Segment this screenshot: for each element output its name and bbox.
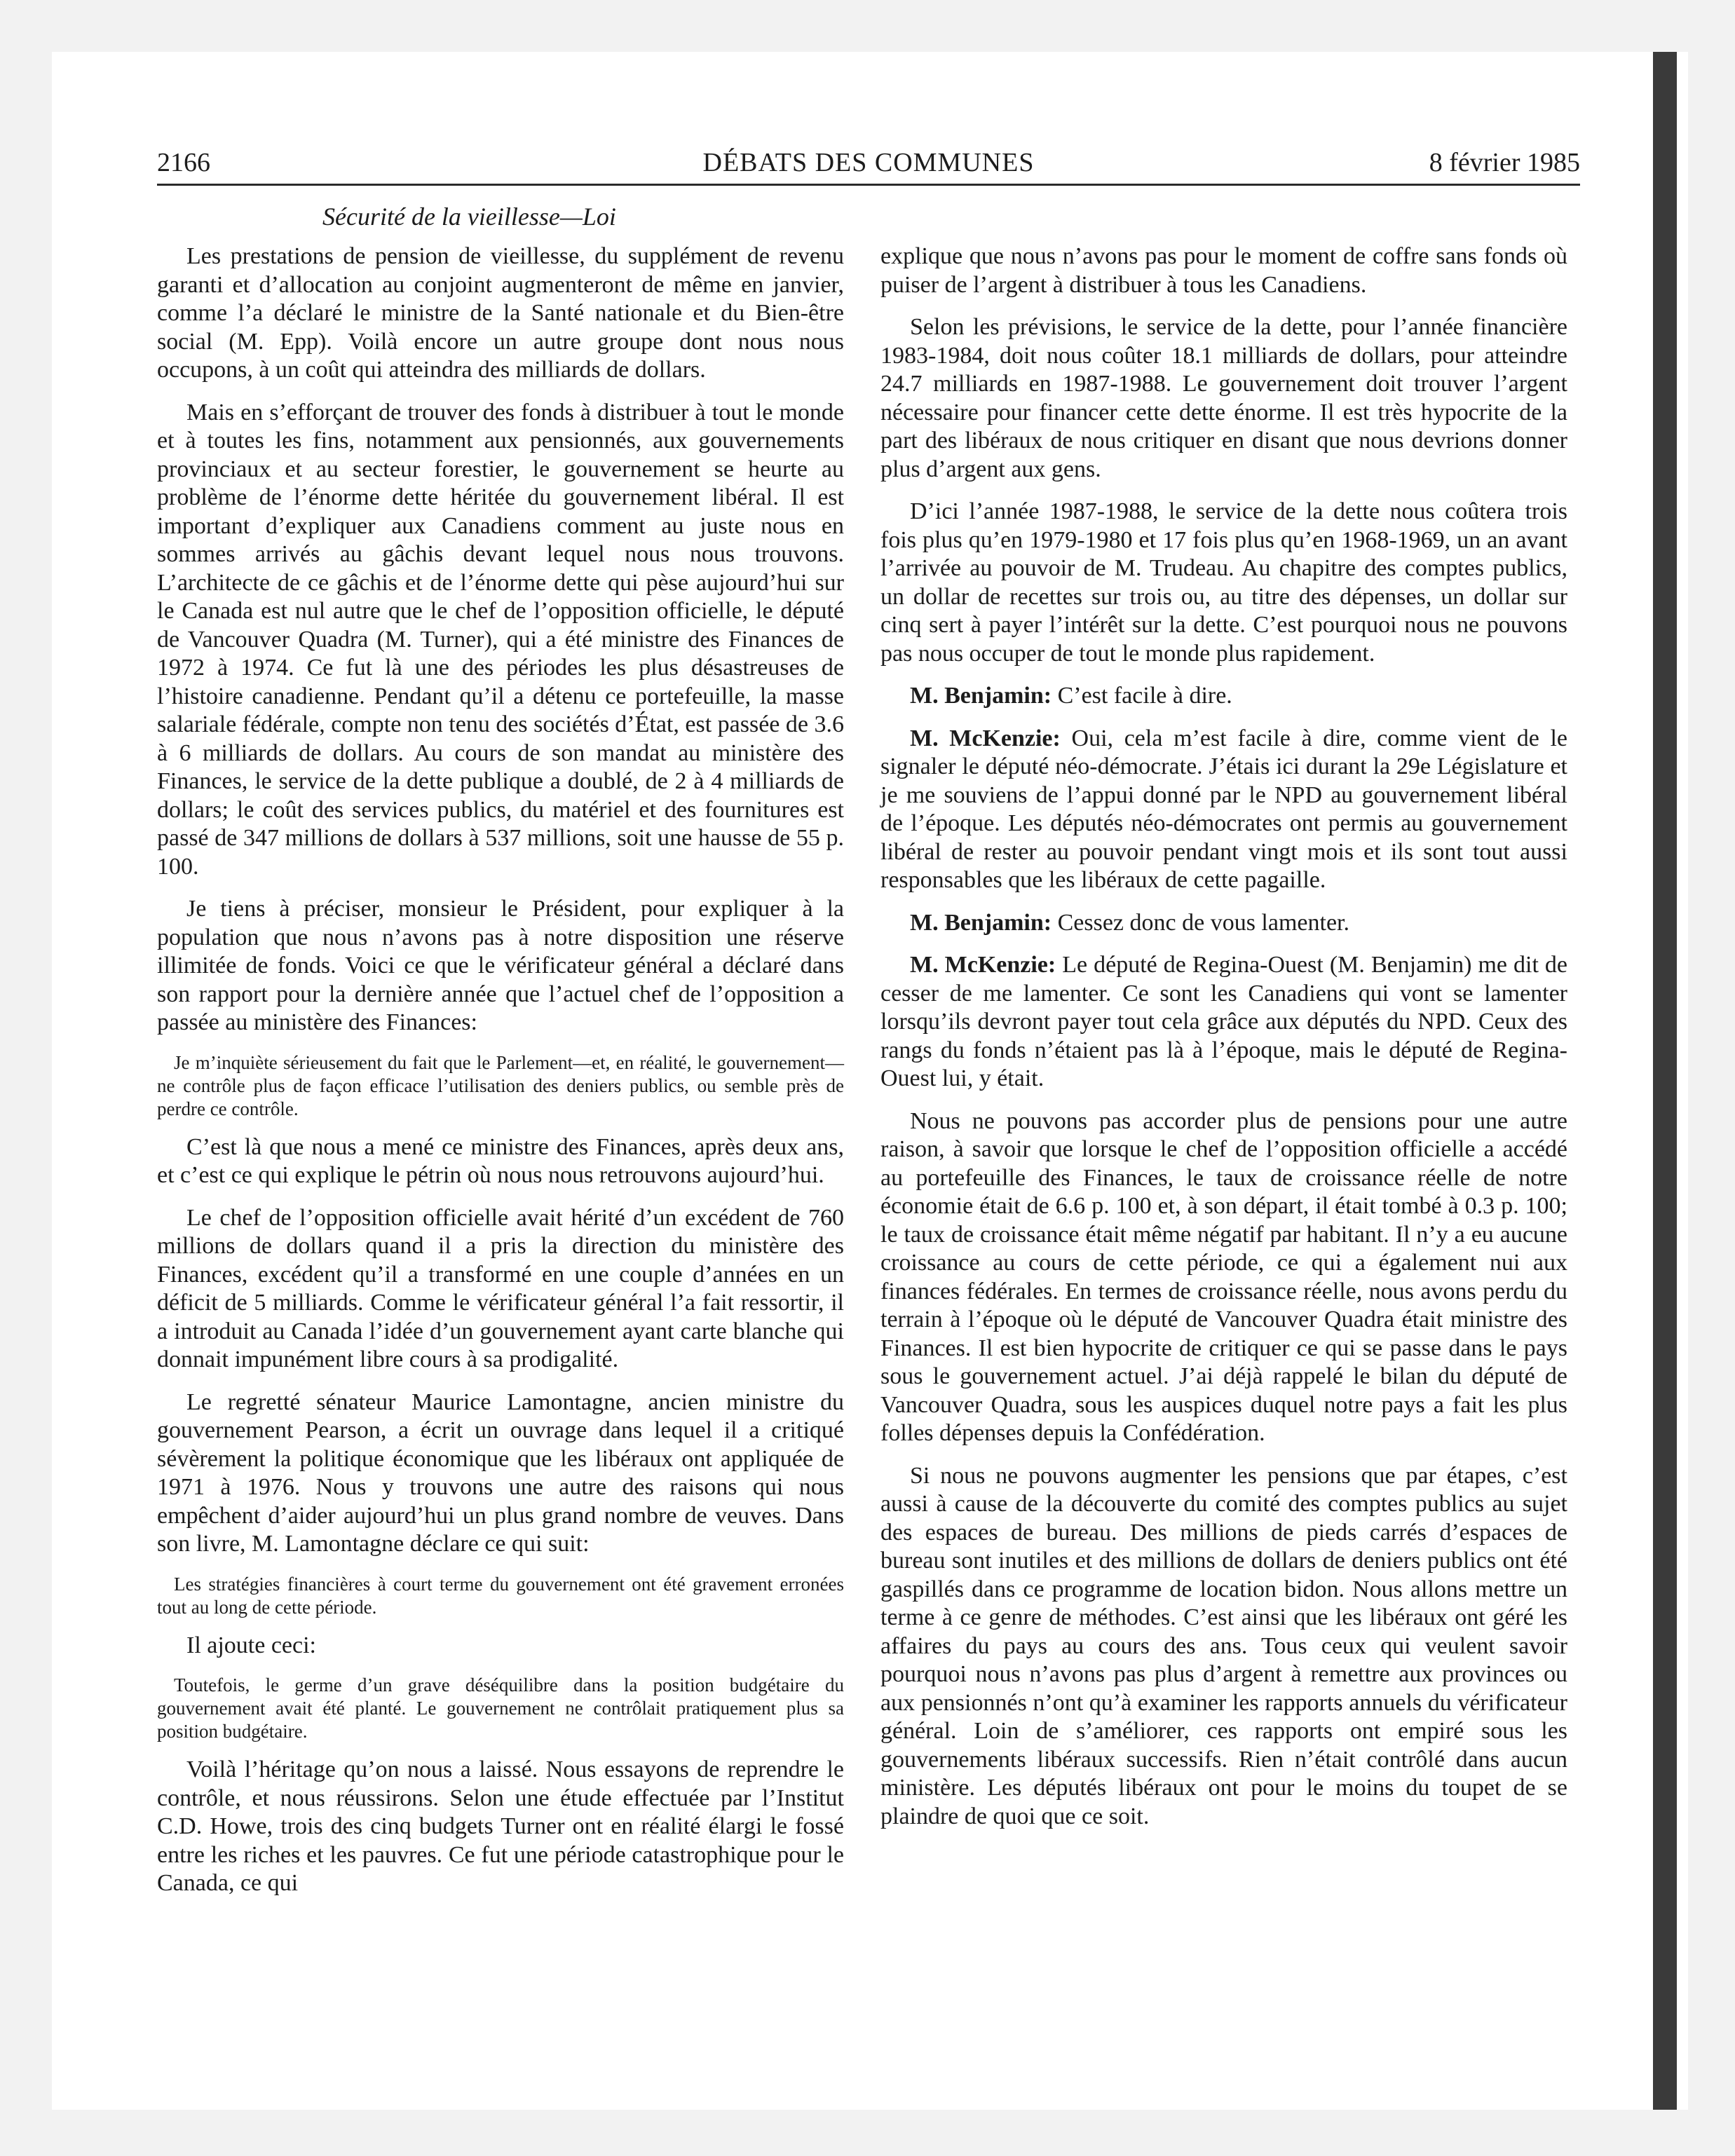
block-quote: [157, 1573, 844, 1619]
body-paragraph: [157, 895, 844, 1037]
paragraph-text: C’est là que nous a mené ce ministre des Finances, après deux ans, et c’est ce qui explique le pétrin où nous nous retrouvons aujourd’hui.: [157, 1133, 844, 1188]
speech-text: Le député de Regina-Ouest (M. Benjamin) me dit de cesser de me lamenter. Ce sont les Canadiens qui vont se lamenter lorsqu’ils devront payer tout cela grâce aux députés du NPD. Ceux des rangs du fonds n’étaient pas là à l’époque, mais le député de Regina-Ouest lui, y était.: [880, 952, 1568, 1091]
quote-text: Toutefois, le germe d’un grave déséquilibre dans la position budgétaire du gouvernement avait été planté. Le gouvernement ne contrôlait pratiquement plus sa position budgétaire.: [157, 1674, 844, 1742]
speaker-name: M. Benjamin:: [910, 683, 1052, 709]
body-paragraph: [157, 399, 844, 882]
page-header: [157, 143, 1580, 186]
body-paragraph: [880, 1462, 1567, 1831]
paragraph-text: Le regretté sénateur Maurice Lamontagne, ancien ministre du gouvernement Pearson, a écrit un ouvrage dans lequel il a critiqué sévèrement la politique économique que les libéraux ont appliquée de 1971 à 1976. Nous y trouvons une autre des raisons qui nous empêchent d’aider aujourd’hui un plus grand nombre de veuves. Dans son livre, M. Lamontagne déclare ce qui suit:: [157, 1389, 844, 1557]
body-paragraph: [157, 1632, 844, 1660]
quote-text: Je m’inquiète sérieusement du fait que le Parlement—et, en réalité, le gouvernement—ne contrôle plus de façon efficace l’utilisation des deniers publics, ou semble près de perdre ce contrôle.: [157, 1051, 844, 1119]
scan-edge-shadow: [1653, 52, 1677, 2110]
speech-paragraph: [880, 682, 1567, 711]
paragraph-text: Les prestations de pension de vieillesse, du supplément de revenu garanti et d’allocation au conjoint augmenteront de même en janvier, comme l’a déclaré le ministre de la Santé nationale et du Bien-être social (M. Epp). Voilà encore un autre groupe dont nous nous occupons, à un coût qui atteindra des milliards de dollars.: [157, 243, 844, 383]
paragraph-text: Le chef de l’opposition officielle avait hérité d’un excédent de 760 millions de dollars quand il a pris la direction du ministère des Finances, excédent qu’il a transformé en une couple d’années en un déficit de 5 milliards. Comme le vérificateur général l’a fait ressortir, il a introduit au Canada l’idée d’un gouvernement ayant carte blanche qui donnait impunément libre cours à sa prodigalité.: [157, 1204, 844, 1372]
block-quote: [157, 1674, 844, 1743]
speech-paragraph: [880, 951, 1567, 1093]
left-column: [157, 243, 844, 1912]
page-date: 8 février 1985: [1429, 148, 1580, 177]
body-paragraph: [880, 1107, 1567, 1448]
body-paragraph: [157, 1204, 844, 1374]
speech-paragraph: [880, 909, 1567, 938]
speaker-name: M. McKenzie:: [910, 952, 1056, 978]
paragraph-text: Voilà l’héritage qu’on nous a laissé. Nous essayons de reprendre le contrôle, et nous réussirons. Selon une étude effectuée par l’Institut C.D. Howe, trois des cinq budgets Turner ont en réalité élargi le fossé entre les riches et les pauvres. Ce fut une période catastrophique pour le Canada, ce qui: [157, 1756, 844, 1896]
right-column: [880, 243, 1567, 1845]
speech-text: C’est facile à dire.: [1052, 683, 1232, 709]
page-number: 2166: [157, 148, 210, 177]
speech-paragraph: [880, 725, 1567, 895]
speaker-name: M. Benjamin:: [910, 909, 1052, 936]
paragraph-text: D’ici l’année 1987-1988, le service de la dette nous coûtera trois fois plus qu’en 1979-1980 et 17 fois plus qu’en 1968-1969, un an avant l’arrivée au pouvoir de M. Trudeau. Au chapitre des comptes publics, un dollar de recettes sur trois ou, au titre des dépenses, un dollar sur cinq sert à payer l’intérêt sur la dette. C’est pourquoi nous ne pouvons pas nous occuper de tout le monde plus rapidement.: [880, 498, 1567, 667]
quote-text: Les stratégies financières à court terme du gouvernement ont été gravement erronées tout au long de cette période.: [157, 1573, 844, 1618]
body-paragraph: [157, 1389, 844, 1559]
publication-title: DÉBATS DES COMMUNES: [702, 148, 1035, 177]
paragraph-text: explique que nous n’avons pas pour le moment de coffre sans fonds où puiser de l’argent à distribuer à tous les Canadiens.: [880, 243, 1567, 298]
body-paragraph: [157, 243, 844, 385]
continued-paragraph: [880, 243, 1567, 299]
paragraph-text: Si nous ne pouvons augmenter les pensions que par étapes, c’est aussi à cause de la découverte du comité des comptes publics au sujet des espaces de bureau. Des millions de pieds carrés d’espaces de bureau sont inutiles et des millions de dollars de deniers publics ont été gaspillés dans ce programme de location bidon. Nous allons mettre un terme à ce genre de méthodes. C’est ainsi que les libéraux ont géré les affaires du pays au cours des ans. Tous ceux qui veulent savoir pourquoi nous n’avons pas plus d’argent à remettre aux provinces ou aux pensionnés n’ont qu’à examiner les rapports annuels du vérificateur général. Loin de s’améliorer, ces rapports ont empiré sous les gouvernements libéraux successifs. Rien n’était contrôlé dans aucun ministère. Les députés libéraux ont pour le moins du toupet de se plaindre de quoi que ce soit.: [880, 1462, 1567, 1829]
body-paragraph: [880, 313, 1567, 484]
paragraph-text: Selon les prévisions, le service de la dette, pour l’année financière 1983-1984, doit nous coûter 18.1 milliards de dollars, pour atteindre 24.7 milliards en 1987-1988. Le gouvernement doit trouver l’argent nécessaire pour financer cette dette énorme. Il est très hypocrite de la part des libéraux de nous critiquer en disant que nous devrions donner plus d’argent aux gens.: [880, 314, 1567, 482]
subject-heading: Sécurité de la vieillesse—Loi: [322, 203, 616, 231]
paragraph-text: Je tiens à préciser, monsieur le Président, pour expliquer à la population que nous n’avons pas à notre disposition une réserve illimitée de fonds. Voici ce que le vérificateur général a déclaré dans son rapport pour la dernière année que l’actuel chef de l’opposition a passée au ministère des Finances:: [157, 896, 844, 1035]
body-paragraph: [157, 1756, 844, 1898]
speech-text: Cessez donc de vous lamenter.: [1052, 909, 1349, 936]
speaker-name: M. McKenzie:: [910, 725, 1061, 751]
body-paragraph: [157, 1133, 844, 1190]
paragraph-text: Il ajoute ceci:: [186, 1632, 317, 1658]
paragraph-text: Mais en s’efforçant de trouver des fonds à distribuer à tout le monde et à toutes les fins, notamment aux pensionnés, aux gouvernements provinciaux et au secteur forestier, le gouvernement se heurte au problème de l’énorme dette héritée du gouvernement libéral. Il est important d’expliquer aux Canadiens comment au juste nous en sommes arrivés au gâchis devant lequel nous nous trouvons. L’architecte de ce gâchis et de l’énorme dette qui pèse aujourd’hui sur le Canada est nul autre que le chef de l’opposition officielle, le député de Vancouver Quadra (M. Turner), qui a été ministre des Finances de 1972 à 1974. Ce fut là une des périodes les plus désastreuses de l’histoire canadienne. Pendant qu’il a détenu ce portefeuille, la masse salariale fédérale, compte non tenu des sociétés d’État, est passée de 3.6 à 6 milliards de dollars. Au cours de son mandat au ministère des Finances, le service de la dette publique a doublé, de 2 à 4 milliards de dollars; le coût des services publics, du matériel et des fournitures est passé de 347 millions de dollars à 537 millions, soit une hausse de 55 p. 100.: [157, 399, 844, 880]
paragraph-text: Nous ne pouvons pas accorder plus de pensions pour une autre raison, à savoir que lorsque le chef de l’opposition officielle a accédé au portefeuille des Finances, le taux de croissance réelle de notre économie était de 6.6 p. 100 et, à son départ, il était tombé à 0.3 p. 100; le taux de croissance était même négatif par habitant. Il n’y a eu aucune croissance au cours de cette période, ce qui a également nui aux finances fédérales. En termes de croissance réelle, nous avons perdu du terrain à l’époque où le député de Vancouver Quadra était ministre des Finances. Il est bien hypocrite de critiquer ce qui se passe dans le pays sous le gouvernement actuel. J’ai déjà rappelé le bilan du député de Vancouver Quadra, sous les auspices duquel notre pays a fait les plus folles dépenses depuis la Confédération.: [880, 1107, 1567, 1446]
body-paragraph: [880, 498, 1567, 668]
block-quote: [157, 1051, 844, 1121]
speech-text: Oui, cela m’est facile à dire, comme vient de le signaler le député néo-démocrate. J’étais ici durant la 29e Législature et je me souviens de l’appui donné par le NPD au gouvernement libéral de l’époque. Les députés néo-démocrates ont permis au gouvernement libéral de rester au pouvoir pendant vingt mois et ils sont tout aussi responsables que les libéraux de cette pagaille.: [880, 725, 1567, 893]
